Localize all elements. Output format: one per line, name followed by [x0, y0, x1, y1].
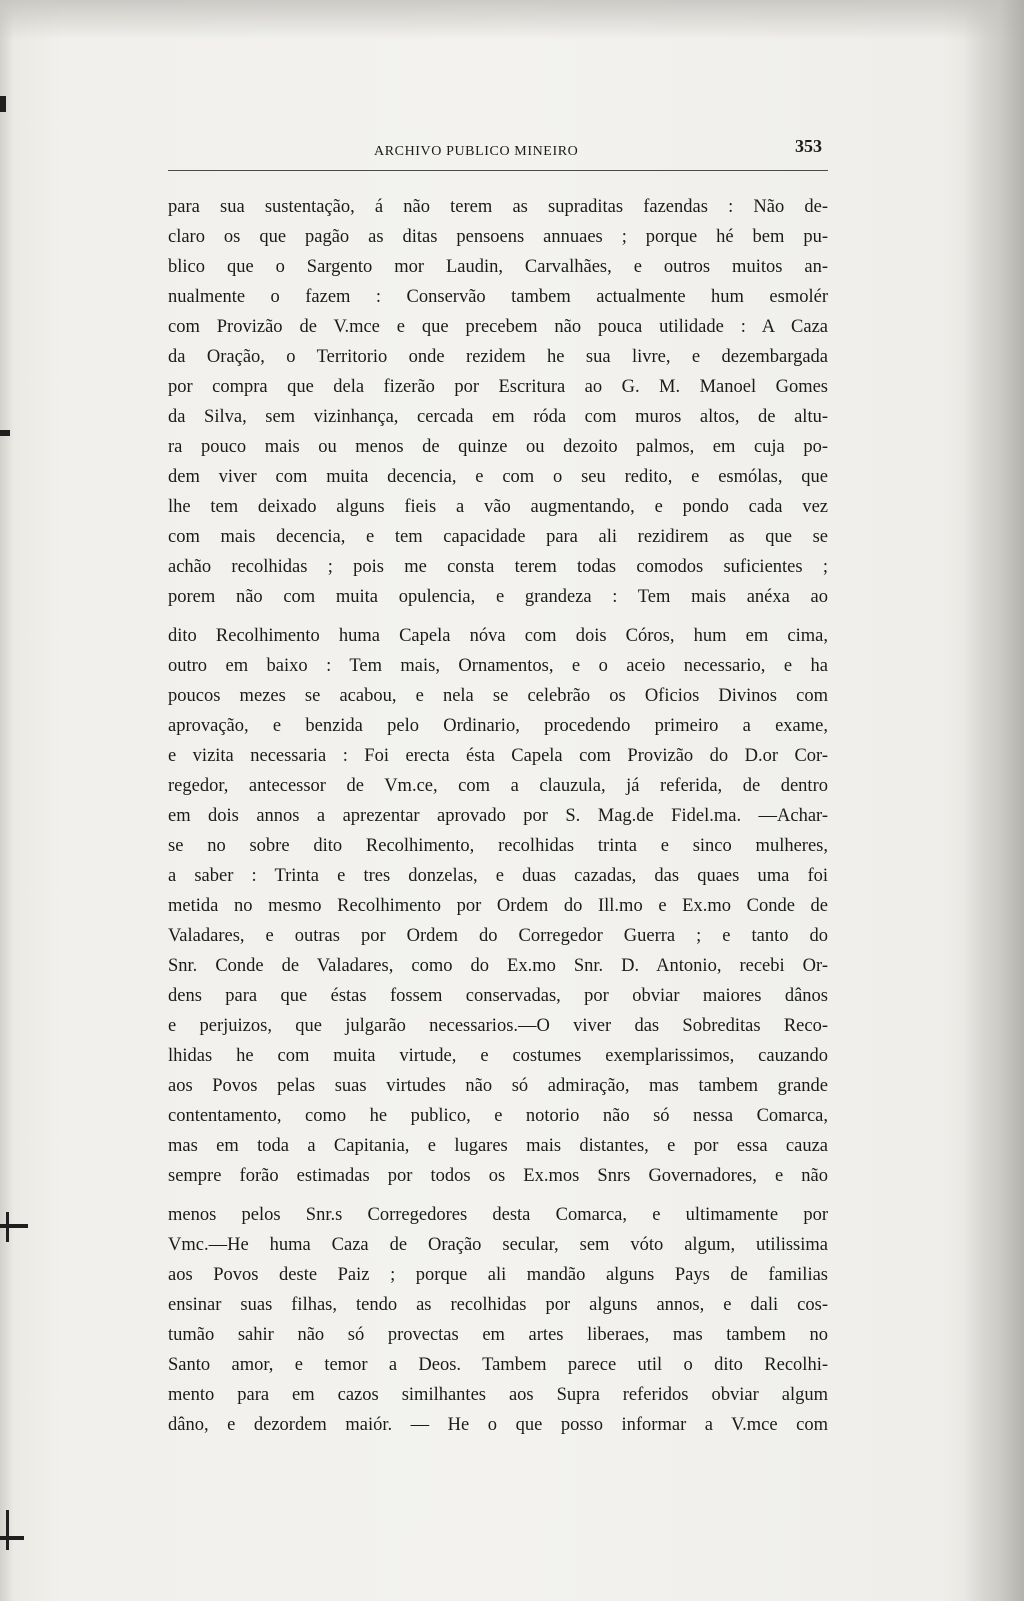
text-line: com mais decencia, e tem capacidade para ali rezidirem as que se	[168, 527, 828, 547]
text-line: em dois annos a aprezentar aprovado por S. Mag.de Fidel.ma. —Achar-	[168, 806, 828, 826]
text-line: porem não com muita opulencia, e grandeza : Tem mais anéxa ao	[168, 587, 828, 607]
binding-mark	[0, 96, 6, 112]
text-line: Santo amor, e temor a Deos. Tambem parece util o dito Recolhi-	[168, 1355, 828, 1375]
text-line: metida no mesmo Recolhimento por Ordem do Ill.mo e Ex.mo Conde de	[168, 896, 828, 916]
text-line: contentamento, como he publico, e notorio não só nessa Comarca,	[168, 1106, 828, 1126]
text-line: aprovação, e benzida pelo Ordinario, procedendo primeiro a exame,	[168, 716, 828, 736]
text-line: dens para que éstas fossem conservadas, por obviar maiores dânos	[168, 986, 828, 1006]
binding-mark	[0, 430, 10, 436]
text-line: regedor, antecessor de Vm.ce, com a clauzula, já referida, de dentro	[168, 776, 828, 796]
text-line: dito Recolhimento huma Capela nóva com dois Córos, hum em cima,	[168, 626, 828, 646]
text-line: da Oração, o Territorio onde rezidem he sua livre, e dezembargada	[168, 347, 828, 367]
running-header	[168, 136, 828, 166]
binding-mark	[0, 1536, 24, 1540]
text-line: para sua sustentação, á não terem as supraditas fazendas : Não de-	[168, 197, 828, 217]
scan-shadow-top	[0, 0, 1024, 40]
binding-mark	[6, 1212, 9, 1242]
text-line: menos pelos Snr.s Corregedores desta Comarca, e ultimamente por	[168, 1205, 828, 1225]
text-line: e vizita necessaria : Foi erecta ésta Capela com Provizão do D.or Cor-	[168, 746, 828, 766]
text-line: por compra que dela fizerão por Escritura ao G. M. Manoel Gomes	[168, 377, 828, 397]
text-line: claro os que pagão as ditas pensoens annuaes ; porque hé bem pu-	[168, 227, 828, 247]
text-line: Valadares, e outras por Ordem do Corregedor Guerra ; e tanto do	[168, 926, 828, 946]
header-rule	[168, 170, 828, 171]
text-line: da Silva, sem vizinhança, cercada em róda com muros altos, de altu-	[168, 407, 828, 427]
text-line: poucos mezes se acabou, e nela se celebrão os Oficios Divinos com	[168, 686, 828, 706]
text-line: lhe tem deixado alguns fieis a vão augmentando, e pondo cada vez	[168, 497, 828, 517]
text-line: aos Povos deste Paiz ; porque ali mandão alguns Pays de familias	[168, 1265, 828, 1285]
page-number: 353	[795, 136, 822, 156]
text-line: Vmc.—He huma Caza de Oração secular, sem vóto algum, utilissima	[168, 1235, 828, 1255]
text-line: se no sobre dito Recolhimento, recolhidas trinta e sinco mulheres,	[168, 836, 828, 856]
text-line: ensinar suas filhas, tendo as recolhidas por alguns annos, e dali cos-	[168, 1295, 828, 1315]
text-line: a saber : Trinta e tres donzelas, e duas cazadas, das quaes uma foi	[168, 866, 828, 886]
text-line: dem viver com muita decencia, e com o seu redito, e esmólas, que	[168, 467, 828, 487]
scan-shadow-left	[0, 0, 14, 1601]
text-line: sempre forão estimadas por todos os Ex.mos Snrs Governadores, e não	[168, 1166, 828, 1186]
body-text	[168, 192, 828, 1440]
text-line: dâno, e dezordem maiór. — He o que posso informar a V.mce com	[168, 1415, 828, 1435]
text-line: e perjuizos, que julgarão necessarios.—O viver das Sobreditas Reco-	[168, 1016, 828, 1036]
text-line: nualmente o fazem : Conservão tambem actualmente hum esmolér	[168, 287, 828, 307]
text-line: aos Povos pelas suas virtudes não só admiração, mas tambem grande	[168, 1076, 828, 1096]
text-line: blico que o Sargento mor Laudin, Carvalhães, e outros muitos an-	[168, 257, 828, 277]
text-line: Snr. Conde de Valadares, como do Ex.mo Snr. D. Antonio, recebi Or-	[168, 956, 828, 976]
binding-mark	[0, 1224, 28, 1228]
header-title: ARCHIVO PUBLICO MINEIRO	[374, 144, 579, 159]
text-line: mas em toda a Capitania, e lugares mais distantes, e por essa cauza	[168, 1136, 828, 1156]
text-line: lhidas he com muita virtude, e costumes exemplarissimos, cauzando	[168, 1046, 828, 1066]
text-line: ra pouco mais ou menos de quinze ou dezoito palmos, em cuja po-	[168, 437, 828, 457]
text-line: outro em baixo : Tem mais, Ornamentos, e o aceio necessario, e ha	[168, 656, 828, 676]
text-line: com Provizão de V.mce e que precebem não pouca utilidade : A Caza	[168, 317, 828, 337]
text-line: mento para em cazos similhantes aos Supra referidos obviar algum	[168, 1385, 828, 1405]
binding-mark	[6, 1510, 9, 1550]
text-line: tumão sahir não só provectas em artes liberaes, mas tambem no	[168, 1325, 828, 1345]
scan-shadow-right	[964, 0, 1024, 1601]
text-line: achão recolhidas ; pois me consta terem todas comodos suficientes ;	[168, 557, 828, 577]
